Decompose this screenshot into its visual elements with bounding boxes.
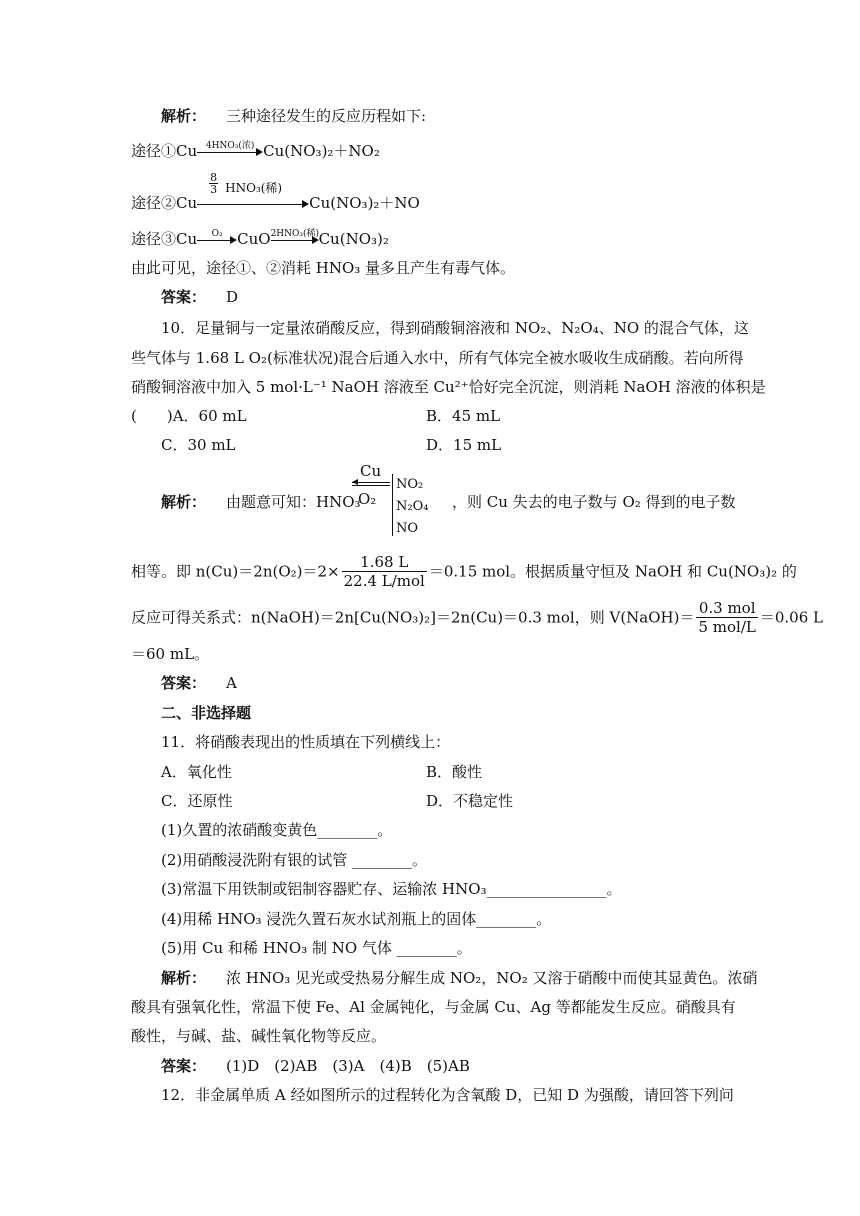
- route3-product: Cu(NO₃)₂: [318, 230, 389, 248]
- answer-value: D: [226, 288, 239, 306]
- answer-paren: ( ): [131, 407, 173, 425]
- sol9-answer-line: [161, 287, 761, 307]
- option-c: C．30 mL: [161, 436, 236, 454]
- eq-suffix: ＝0.15 mol。根据质量守恒及 NaOH 和 Cu(NO₃)₂ 的: [428, 562, 797, 581]
- option-d: D．15 mL: [426, 436, 502, 454]
- sol9-line: [161, 106, 761, 126]
- route1-arrow: [197, 142, 263, 162]
- option-a: A．氧化性: [161, 763, 232, 781]
- route3-prefix: 途径③Cu: [131, 230, 198, 248]
- q10-options-ab: [131, 406, 731, 426]
- answer-label: 答案：: [161, 674, 207, 692]
- eq2-frac-den: 5 mol/L: [698, 618, 756, 636]
- eq-frac-num: 1.68 L: [342, 553, 427, 572]
- q11-sub-3: (3)常温下用铁制或铝制容器贮存、运输浓 HNO₃________________。: [161, 880, 622, 898]
- q10-eq-3: ＝60 mL。: [131, 645, 210, 663]
- q11-sub-2: (2)用硝酸浸洗附有银的试管 ________。: [161, 851, 428, 869]
- eq2-suffix: ＝0.06 L: [759, 608, 824, 627]
- route2-arrow-label: HNO₃(稀): [225, 181, 283, 195]
- brace-item-n2o4: N₂O₄: [396, 499, 429, 514]
- eq-frac-den: 22.4 L/mol: [343, 572, 425, 590]
- q11-solution-2: 酸具有强氧化性，常温下使 Fe、Al 金属钝化，与金属 Cu、Ag 等都能发生反应。硝酸具有: [131, 998, 736, 1016]
- q10-stem-2: 些气体与 1.68 L O₂(标准状况)混合后通入水中，所有气体完全被水吸收生成硝酸。若向所得: [131, 349, 744, 367]
- q11-options-ab: [161, 762, 761, 782]
- arrow-bottom-label: O₂: [358, 490, 377, 508]
- answer-value: (1)D (2)AB (3)A (4)B (5)AB: [226, 1057, 470, 1075]
- eq-fraction: [342, 553, 427, 590]
- section-heading: 二、非选择题: [161, 704, 252, 722]
- q11-solution-1: [161, 968, 761, 988]
- option-b: B．45 mL: [426, 407, 501, 425]
- route2-frac-num: 8: [210, 171, 218, 184]
- route1-prefix: 途径①Cu: [131, 142, 198, 160]
- brace-item-no2: NO₂: [396, 477, 424, 492]
- option-a: A．60 mL: [172, 407, 247, 425]
- q10-options-cd: [161, 435, 761, 455]
- route2-line: [131, 171, 731, 214]
- route2-prefix: 途径②Cu: [131, 194, 198, 212]
- q11-sub-5: (5)用 Cu 和稀 HNO₃ 制 NO 气体 ________。: [161, 939, 472, 957]
- q10-stem-1: 10．足量铜与一定量浓硝酸反应，得到硝酸铜溶液和 NO₂、N₂O₄、NO 的混合气体，这: [161, 319, 749, 337]
- q10-stem-3: 硝酸铜溶液中加入 5 mol·L⁻¹ NaOH 溶液至 Cu²⁺恰好完全沉淀，则消耗 NaOH 溶液的体积是: [131, 378, 766, 396]
- q11-solution-3: 酸性，与碱、盐、碱性氧化物等反应。: [131, 1027, 387, 1045]
- brace-item-no: NO: [396, 521, 419, 536]
- eq-prefix: 相等。即 n(Cu)＝2n(O₂)＝2×: [131, 562, 340, 581]
- q11-answer-line: [161, 1056, 761, 1076]
- q10-eq-1: [131, 553, 797, 590]
- solution-label: 解析：: [161, 969, 207, 987]
- q11-stem: 11．将硝酸表现出的性质填在下列横线上：: [161, 733, 451, 751]
- cu-o2-arrows: [352, 464, 392, 508]
- route3-arrow1: [197, 230, 237, 250]
- solution-intro: 三种途径发生的反应历程如下:: [226, 107, 427, 125]
- route1-product: Cu(NO₃)₂＋NO₂: [263, 142, 380, 160]
- solution-label: 解析：: [161, 107, 207, 125]
- answer-label: 答案：: [161, 1057, 207, 1075]
- route1-line: [131, 141, 731, 162]
- q11-sub-4: (4)用稀 HNO₃ 浸洗久置石灰水试剂瓶上的固体________。: [161, 910, 552, 928]
- option-c: C．还原性: [161, 792, 233, 810]
- arrow-top-label: Cu: [360, 462, 382, 480]
- q10-answer-line: [161, 673, 761, 693]
- q11-options-cd: [161, 791, 761, 811]
- route2-product: Cu(NO₃)₂＋NO: [309, 194, 420, 212]
- route2-arrow: [197, 171, 309, 214]
- sol9-conclusion: 由此可见，途径①、②消耗 HNO₃ 量多且产生有毒气体。: [131, 259, 516, 277]
- solution-after: ，则 Cu 失去的电子数与 O₂ 得到的电子数: [452, 493, 736, 511]
- route2-frac-den: 3: [210, 183, 218, 196]
- route3-arrow2: [271, 230, 319, 250]
- solution-text-1: 浓 HNO₃ 见光或受热易分解生成 NO₂，NO₂ 又溶于硝酸中而使其显黄色。浓硝: [226, 969, 758, 987]
- solution-label: 解析：: [161, 493, 207, 511]
- eq2-frac-num: 0.3 mol: [696, 599, 757, 618]
- q12-stem: 12．非金属单质 A 经如图所示的过程转化为含氧酸 D，已知 D 为强酸，请回答下列问: [161, 1086, 734, 1104]
- route3-arrow2-label: 2HNO₃(稀): [270, 229, 320, 239]
- answer-value: A: [226, 674, 237, 692]
- q10-eq-2: [131, 599, 824, 636]
- route1-arrow-label: 4HNO₃(浓): [205, 141, 255, 151]
- option-b: B．酸性: [426, 763, 483, 781]
- option-d: D．不稳定性: [426, 792, 514, 810]
- eq2-prefix: 反应可得关系式：n(NaOH)＝2n[Cu(NO₃)₂]＝2n(Cu)＝0.3 mol，则 V(NaOH)＝: [131, 608, 695, 627]
- route3-arrow1-label: O₂: [211, 229, 223, 239]
- route3-mid: CuO: [237, 230, 271, 248]
- answer-label: 答案：: [161, 288, 207, 306]
- brace-items: [396, 474, 428, 540]
- solution-intro: 由题意可知：HNO₃: [226, 493, 361, 511]
- route2-frac: [209, 172, 218, 195]
- eq2-fraction: [696, 599, 757, 636]
- route3-line: [131, 229, 731, 250]
- q11-sub-1: (1)久置的浓硝酸变黄色________。: [161, 821, 393, 839]
